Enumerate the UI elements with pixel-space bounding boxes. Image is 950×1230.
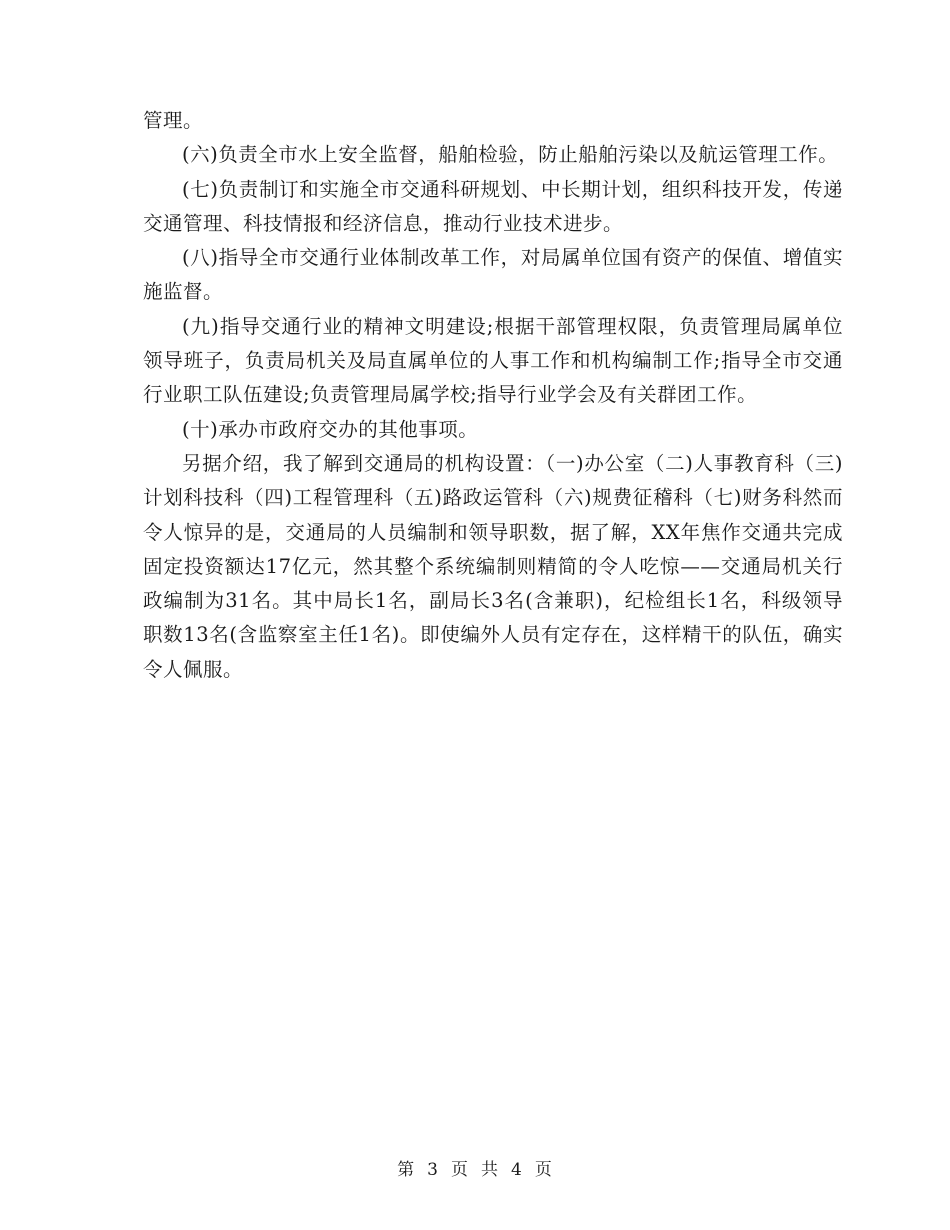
page-footer — [0, 1155, 950, 1180]
paragraph-item-8: (八)指导全市交通行业体制改革工作，对局属单位国有资产的保值、增值实施监督。 — [143, 246, 843, 304]
footer-total-suffix: 页 — [534, 1160, 553, 1180]
paragraph-organization: 另据介绍，我了解到交通局的机构设置：（一)办公室（二)人事教育科（三)计划科技科（四)工程管理科（五)路政运管科（六)规费征稽科（七)财务科然而令人惊异的是，交通局的人员编制和领导职数，据了解，XX年焦作交通共完成固定投资额达17亿元，然其整个系统编制则精简的令人吃惊——交通局机关行政编制为31名。其中局长1名，副局长3名(含兼职)，纪检组长1名，科级领导职数13名(含监察室主任1名)。即使编外人员有定存在，这样精干的队伍，确实令人佩服。 — [143, 451, 843, 681]
paragraph-item-10: (十)承办市政府交办的其他事项。 — [182, 417, 479, 441]
paragraph-item-6: (六)负责全市水上安全监督，船舶检验，防止船舶污染以及航运管理工作。 — [182, 143, 839, 167]
paragraph-continuation: 管理。 — [143, 109, 204, 132]
footer-total-prefix: 共 — [481, 1160, 499, 1180]
footer-page-word: 页 — [451, 1160, 469, 1180]
footer-current-page: 3 — [427, 1160, 439, 1180]
document-body — [143, 104, 843, 687]
paragraph-item-9: (九)指导交通行业的精神文明建设;根据干部管理权限，负责管理局属单位领导班子，负责局机关及局直属单位的人事工作和机构编制工作;指导全市交通行业职工队伍建设;负责管理局属学校;指导行业学会及有关群团工作。 — [143, 314, 843, 407]
footer-total-pages: 4 — [511, 1160, 523, 1180]
footer-page-prefix: 第 — [397, 1160, 416, 1180]
paragraph-item-7: (七)负责制订和实施全市交通科研规划、中长期计划，组织科技开发，传递交通管理、科技情报和经济信息，推动行业技术进步。 — [143, 177, 843, 235]
